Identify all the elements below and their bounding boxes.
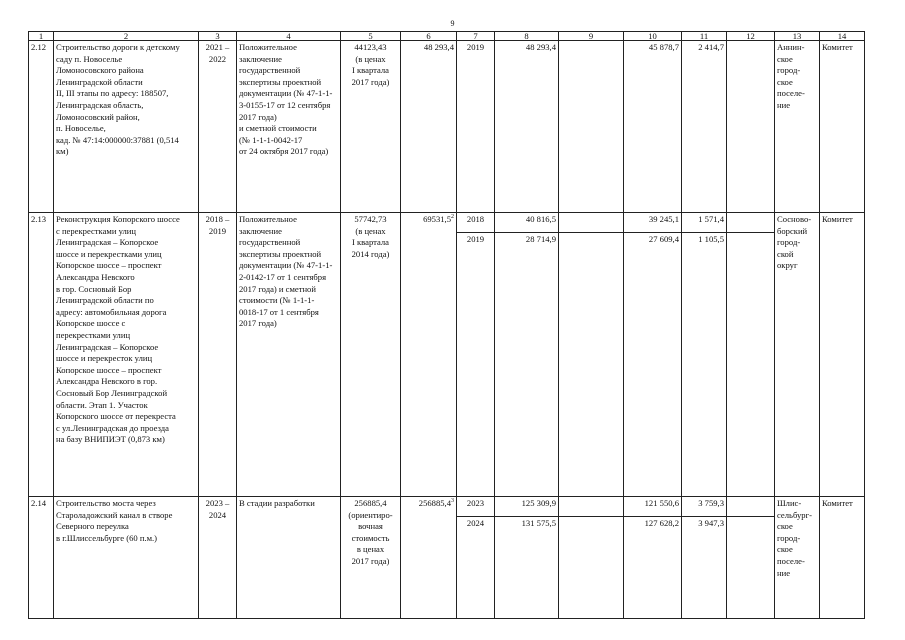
footnote-mark: 2: [451, 214, 454, 221]
fin-year: 2019: [457, 41, 495, 213]
fin-total: 125 309,9: [495, 497, 559, 517]
federal-budget: [559, 213, 624, 233]
header-cell: 13: [775, 32, 820, 41]
fin-year: 2023: [457, 497, 495, 517]
local-budget: 2 414,7: [682, 41, 727, 213]
table-row: [29, 497, 865, 517]
footnote-mark: 3: [451, 498, 454, 505]
total-cost-value: 48 293,4: [423, 42, 454, 52]
header-cell: 12: [727, 32, 775, 41]
fin-total: 28 714,9: [495, 233, 559, 497]
local-budget: 3 759,3: [682, 497, 727, 517]
fin-year: 2018: [457, 213, 495, 233]
table-row: [29, 213, 865, 233]
header-cell: 7: [457, 32, 495, 41]
total-cost-value: 256885,4: [418, 498, 451, 508]
header-row: [29, 32, 865, 41]
regional-budget: 27 609,4: [624, 233, 682, 497]
regional-budget: 121 550,6: [624, 497, 682, 517]
period: 2018 – 2019: [199, 213, 237, 497]
item-number: 2.14: [29, 497, 54, 619]
federal-budget: [559, 41, 624, 213]
object-name: Реконструкция Копорского шоссе с перекрестками улиц Ленинградская – Копорское шоссе и перекрестками улиц Копорское шоссе – проспект Александра Невского в гор. Сосновый Бор Ленинградской области по адресу: автомобильная дорога Копорское шоссе с перекрестками улиц Ленинградская – Копорское шоссе и перекресток улиц Копорское шоссе – проспект Александра Невского в гор. Сосновый Бор Ленинградской области. Этап 1. Участок Копорского шоссе от перекреста с ул.Ленинградская до проезда на базу ВНИПИЭТ (0,873 км): [54, 213, 199, 497]
header-cell: 1: [29, 32, 54, 41]
total-cost: [401, 497, 457, 619]
item-number: 2.13: [29, 213, 54, 497]
regional-budget: 45 878,7: [624, 41, 682, 213]
period: 2023 – 2024: [199, 497, 237, 619]
customer: Комитет: [820, 41, 865, 213]
header-cell: 14: [820, 32, 865, 41]
table-row: [29, 41, 865, 213]
project-docs: В стадии разработки: [237, 497, 341, 619]
regional-budget: 127 628,2: [624, 517, 682, 619]
customer: Комитет: [820, 213, 865, 497]
fin-year: 2019: [457, 233, 495, 497]
header-cell: 4: [237, 32, 341, 41]
period: 2021 – 2022: [199, 41, 237, 213]
customer: Комитет: [820, 497, 865, 619]
federal-budget: [559, 497, 624, 517]
fin-year: 2024: [457, 517, 495, 619]
municipality: Сосново- борский город- ской округ: [775, 213, 820, 497]
header-cell: 9: [559, 32, 624, 41]
item-number: 2.12: [29, 41, 54, 213]
investment-table: [28, 31, 865, 619]
regional-budget: 39 245,1: [624, 213, 682, 233]
fin-total: 131 575,5: [495, 517, 559, 619]
fin-total: 40 816,5: [495, 213, 559, 233]
project-docs: Положительное заключение государственной экспертизы проектной документации (№ 47-1-1- 3-0155-17 от 12 сентября 2017 года) и сметной стоимости (№ 1-1-1-0042-17 от 24 октября 2017 года): [237, 41, 341, 213]
federal-budget: [559, 517, 624, 619]
total-cost-value: 69531,5: [423, 214, 451, 224]
other-sources: [727, 213, 775, 233]
header-cell: 11: [682, 32, 727, 41]
header-cell: 6: [401, 32, 457, 41]
fin-total: 48 293,4: [495, 41, 559, 213]
object-name: Строительство дороги к детскому саду п. Новоселье Ломоносовского района Ленинградской области II, III этапы по адресу: 188507, Ленинградская область, Ломоносовский район, п. Новоселье, кад. № 47:14:000000:37881 (0,514 км): [54, 41, 199, 213]
local-budget: 3 947,3: [682, 517, 727, 619]
header-cell: 3: [199, 32, 237, 41]
local-budget: 1 571,4: [682, 213, 727, 233]
estimated-cost: 256885,4 (ориентиро- вочная стоимость в ценах 2017 года): [341, 497, 401, 619]
other-sources: [727, 233, 775, 497]
project-docs: Положительное заключение государственной экспертизы проектной документации (№ 47-1-1- 2-0142-17 от 1 сентября 2017 года) и сметной стоимости (№ 1-1-1- 0018-17 от 1 сентября 2017 года): [237, 213, 341, 497]
municipality: Аннин- ское город- ское поселе- ние: [775, 41, 820, 213]
object-name: Строительство моста через Староладожский канал в створе Северного переулка в г.Шлиссельбурге (60 п.м.): [54, 497, 199, 619]
header-cell: 10: [624, 32, 682, 41]
estimated-cost: 57742,73 (в ценах I квартала 2014 года): [341, 213, 401, 497]
local-budget: 1 105,5: [682, 233, 727, 497]
federal-budget: [559, 233, 624, 497]
total-cost: [401, 213, 457, 497]
municipality: Шлис- сельбург- ское город- ское поселе- ние: [775, 497, 820, 619]
header-cell: 8: [495, 32, 559, 41]
estimated-cost: 44123,43 (в ценах I квартала 2017 года): [341, 41, 401, 213]
header-cell: 2: [54, 32, 199, 41]
other-sources: [727, 41, 775, 213]
other-sources: [727, 497, 775, 517]
header-cell: 5: [341, 32, 401, 41]
total-cost: [401, 41, 457, 213]
other-sources: [727, 517, 775, 619]
page-number: 9: [450, 19, 455, 28]
